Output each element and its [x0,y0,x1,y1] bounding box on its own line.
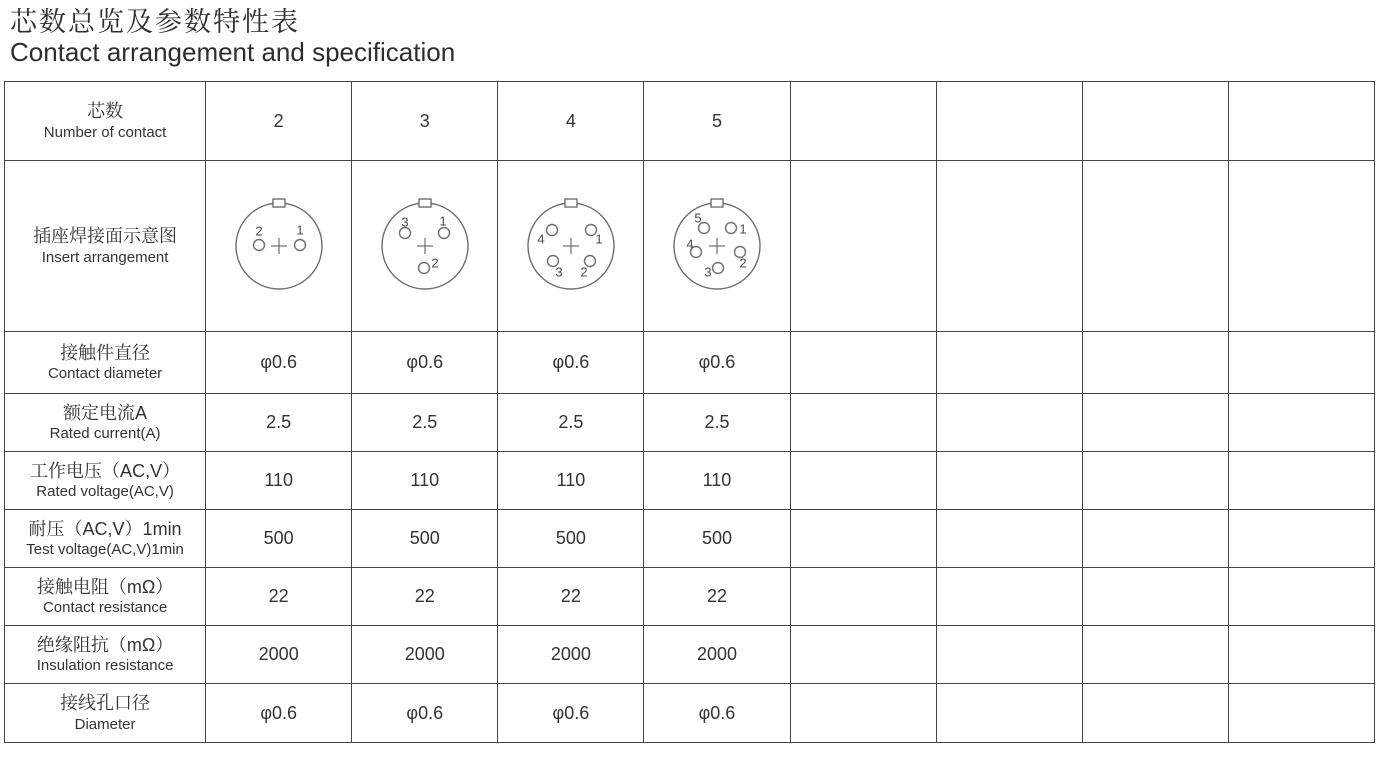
value-cell: 2 [206,82,352,161]
empty-cell [1228,394,1374,452]
value-cell: 2000 [644,626,790,684]
empty-cell [790,82,936,161]
empty-cell [790,394,936,452]
value-cell: φ0.6 [644,332,790,394]
value-cell: φ0.6 [644,684,790,743]
row-number-of-contact [5,82,1375,161]
empty-cell [1228,332,1374,394]
row-rated-current [5,394,1375,452]
value-cell: φ0.6 [498,332,644,394]
value-cell: 110 [206,452,352,510]
row-label-en: Contact diameter [47,365,163,383]
row-rated-voltage [5,452,1375,510]
empty-cell [1082,510,1228,568]
value-cell: 2.5 [206,394,352,452]
svg-text:1: 1 [439,213,447,229]
svg-text:2: 2 [431,255,439,271]
value-cell: φ0.6 [352,684,498,743]
empty-cell [936,626,1082,684]
empty-cell [1228,568,1374,626]
value-cell: 2000 [206,626,352,684]
row-header-insert-arrangement [5,161,206,332]
empty-cell [790,332,936,394]
value-cell: 5 [644,82,790,161]
value-cell: φ0.6 [206,684,352,743]
value-cell: 22 [206,568,352,626]
empty-cell [1082,394,1228,452]
row-header-contact-diameter [5,332,206,394]
svg-text:5: 5 [694,210,702,226]
empty-cell [1082,452,1228,510]
row-label-en: Number of contact [43,123,167,141]
row-label-en: Contact resistance [42,599,168,617]
row-insulation-resistance [5,626,1375,684]
value-cell: 500 [644,510,790,568]
row-header-contact-resistance [5,568,206,626]
diagram-cell [206,161,352,332]
value-cell: φ0.6 [352,332,498,394]
row-contact-resistance [5,568,1375,626]
empty-cell [1228,510,1374,568]
value-cell: φ0.6 [498,684,644,743]
empty-cell [790,161,936,332]
value-cell: 2000 [352,626,498,684]
value-cell: 22 [498,568,644,626]
empty-cell [936,82,1082,161]
row-label-zh: 接线孔口径 [60,693,151,714]
value-cell: 2.5 [498,394,644,452]
svg-text:1: 1 [296,222,304,238]
empty-cell [936,452,1082,510]
row-header-number-of-contact [5,82,206,161]
value-cell: 500 [206,510,352,568]
row-label-en: Insert arrangement [41,248,169,266]
svg-text:3: 3 [401,214,409,230]
connector-insert-diagram-5pin [657,180,777,312]
svg-text:2: 2 [580,264,588,280]
row-header-wire-hole-diameter [5,684,206,743]
row-test-voltage [5,510,1375,568]
empty-cell [1082,332,1228,394]
empty-cell [1082,568,1228,626]
value-cell: 2.5 [352,394,498,452]
row-header-rated-voltage [5,452,206,510]
value-cell: 4 [498,82,644,161]
svg-text:4: 4 [686,236,694,252]
empty-cell [1082,161,1228,332]
empty-cell [1082,82,1228,161]
row-label-zh: 工作电压（AC,V） [30,460,181,481]
row-label-zh: 耐压（AC,V）1min [28,518,182,539]
empty-cell [1228,626,1374,684]
page-title-zh: 芯数总览及参数特性表 [10,7,300,37]
row-wire-hole-diameter [5,684,1375,743]
diagram-cell [498,161,644,332]
page-header [0,0,1379,68]
value-cell: 500 [352,510,498,568]
row-label-zh: 接触件直径 [60,342,151,363]
value-cell: 22 [644,568,790,626]
value-cell: 110 [498,452,644,510]
row-header-test-voltage [5,510,206,568]
empty-cell [790,626,936,684]
empty-cell [790,452,936,510]
row-contact-diameter [5,332,1375,394]
empty-cell [1082,626,1228,684]
empty-cell [936,568,1082,626]
empty-cell [936,161,1082,332]
value-cell: 110 [644,452,790,510]
empty-cell [1082,684,1228,743]
empty-cell [1228,684,1374,743]
svg-text:1: 1 [739,221,747,237]
empty-cell [936,684,1082,743]
value-cell: 3 [352,82,498,161]
row-header-rated-current [5,394,206,452]
row-label-en: Test voltage(AC,V)1min [26,541,184,559]
row-header-insulation-resistance [5,626,206,684]
svg-text:3: 3 [555,264,563,280]
connector-insert-diagram-2pin [219,180,339,312]
row-label-zh: 芯数 [87,101,124,122]
row-insert-arrangement [5,161,1375,332]
row-label-en: Diameter [74,715,136,733]
empty-cell [1228,82,1374,161]
row-label-en: Rated voltage(AC,V) [36,483,174,501]
page-title-en: Contact arrangement and specification [10,37,456,68]
empty-cell [936,332,1082,394]
value-cell: 2.5 [644,394,790,452]
svg-text:2: 2 [739,255,747,271]
value-cell: 110 [352,452,498,510]
empty-cell [936,394,1082,452]
empty-cell [790,510,936,568]
spec-table [4,81,1375,743]
svg-text:3: 3 [704,264,712,280]
row-label-zh: 额定电流A [63,402,148,423]
value-cell: 2000 [498,626,644,684]
diagram-cell [644,161,790,332]
empty-cell [1228,161,1374,332]
row-label-zh: 插座焊接面示意图 [33,226,178,247]
value-cell: 22 [352,568,498,626]
row-label-en: Rated current(A) [49,425,161,443]
empty-cell [1228,452,1374,510]
empty-cell [936,510,1082,568]
connector-insert-diagram-4pin [511,180,631,312]
row-label-zh: 绝缘阻抗（mΩ） [36,634,174,655]
value-cell: φ0.6 [206,332,352,394]
svg-text:1: 1 [595,231,603,247]
connector-insert-diagram-3pin [365,180,485,312]
empty-cell [790,568,936,626]
row-label-zh: 接触电阻（mΩ） [36,576,174,597]
empty-cell [790,684,936,743]
row-label-en: Insulation resistance [36,657,174,675]
svg-text:4: 4 [537,231,545,247]
svg-text:2: 2 [255,223,263,239]
diagram-cell [352,161,498,332]
value-cell: 500 [498,510,644,568]
